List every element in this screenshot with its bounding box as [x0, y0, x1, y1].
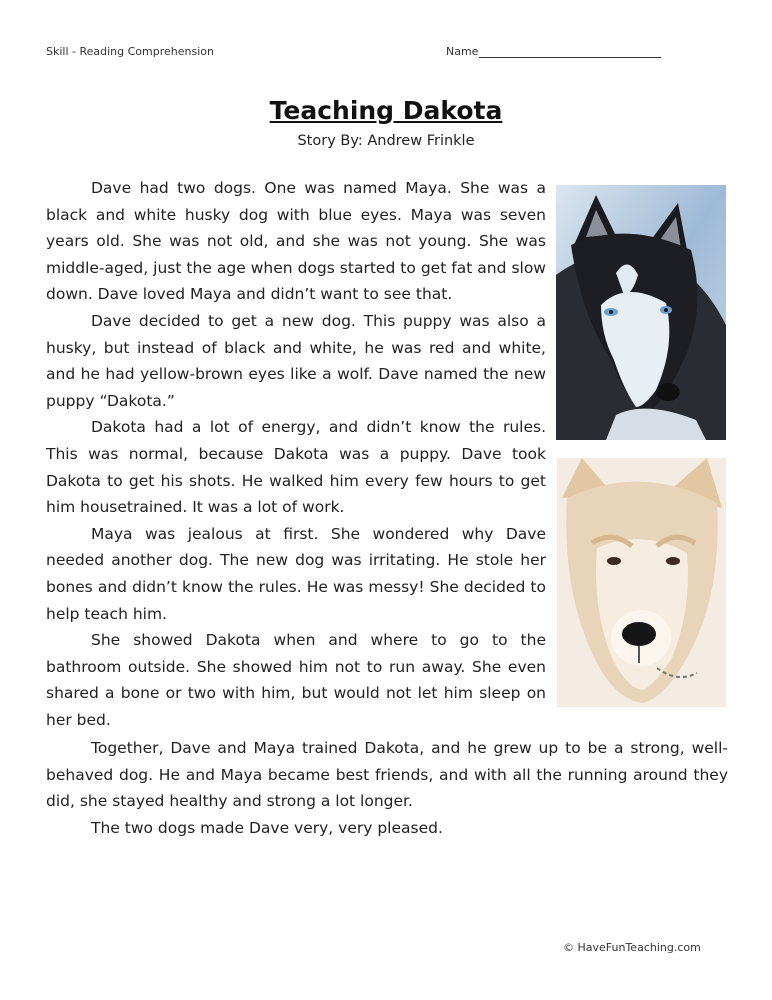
story-paragraph: Dave had two dogs. One was named Maya. She was a black and white husky dog with blue eyes. Maya was seven years old. She was not old, and she was not young. She was middle-aged, just the age when dogs started to get fat and slow down. Dave loved Maya and didn’t want to see that.: [46, 179, 546, 304]
story-paragraph: The two dogs made Dave very, very pleased.: [91, 818, 443, 837]
skill-label: Skill - Reading Comprehension: [46, 45, 214, 58]
story-paragraph: She showed Dakota when and where to go to the bathroom outside. She showed him not to run away. She even shared a bone or two with him, but would not let him sleep on her bed.: [46, 631, 546, 729]
name-blank-line[interactable]: [479, 46, 661, 58]
name-field[interactable]: [446, 45, 661, 58]
story-text-bottom: [46, 735, 728, 841]
story-paragraph: Dave decided to get a new dog. This puppy was also a husky, but instead of black and white, he was red and white, and he had yellow-brown eyes like a wolf. Dave named the new puppy “Dakota.”: [46, 311, 546, 410]
story-paragraph: Together, Dave and Maya trained Dakota, and he grew up to be a strong, well-behaved dog. He and Maya became best friends, and with all the running around they did, she stayed healthy and strong a lot longer.: [46, 739, 728, 811]
story-byline: Story By: Andrew Frinkle: [297, 133, 475, 149]
story-paragraph: Dakota had a lot of energy, and didn’t know the rules. This was normal, because Dakota was a puppy. Dave took Dakota to get his shots. He walked him every few hours to get him housetrained. It was a lot of work.: [46, 418, 546, 517]
story-title: Teaching Dakota: [269, 96, 503, 125]
story-paragraph: Maya was jealous at first. She wondered why Dave needed another dog. The new dog was irritating. He stole her bones and didn’t know the rules. He was messy! She decided to help teach him.: [46, 524, 546, 623]
cream-husky-photo: [557, 458, 726, 707]
story-text-top: [46, 175, 546, 733]
name-label: Name: [446, 45, 479, 58]
black-white-husky-photo: [556, 185, 726, 440]
copyright-footer: © HaveFunTeaching.com: [563, 941, 701, 954]
